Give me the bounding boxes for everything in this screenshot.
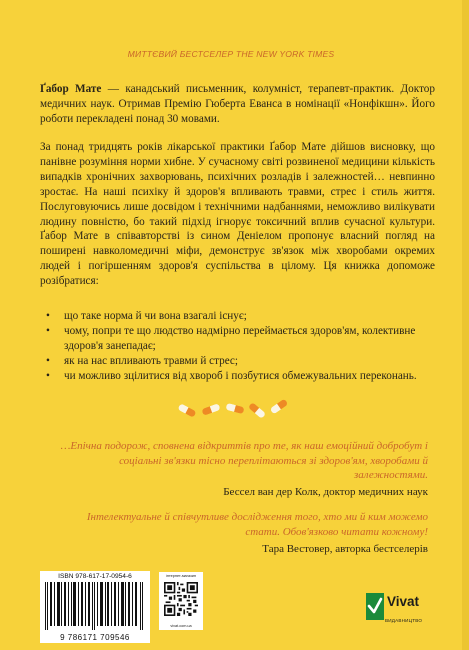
pill-icon: [225, 403, 244, 414]
pill-icon: [201, 403, 220, 416]
qr-bottom-label: vivat.com.ua: [170, 624, 192, 628]
spine-edge: [462, 0, 469, 650]
author-bio: [40, 82, 435, 127]
topic-item: • що таке норма й чи вона взагалі існує;: [40, 309, 435, 324]
topic-item: • чому, попри те що людство надмірно переймається здоров'ям, колективне здоров'я занепадає;: [40, 324, 435, 354]
qr-code-icon: [164, 582, 198, 616]
author-bio-text: — канадський письменник, колумніст, терапевт-практик. Доктор медичних наук. Отримав Премію Гюберта Еванса в номінації «Нонфікшн». Його роботи перекладені понад 30 мовами.: [40, 83, 435, 125]
barcode-number: 9 786171 709546: [60, 633, 130, 642]
review-quote-2: Інтелектуальне й співчутливе дослідження того, хто ми й ким можемо стати. Обов'язково читати кожному!: [86, 511, 428, 538]
pill-icon: [248, 402, 266, 419]
qr-code-block[interactable]: [159, 572, 203, 630]
isbn-barcode: [40, 571, 150, 643]
pill-icon: [270, 398, 289, 414]
bestseller-tagline: МИТТЄВИЙ БЕСТСЕЛЕР THE NEW YORK TIMES: [127, 49, 335, 59]
pill-icon: [177, 403, 196, 418]
review-attribution-1: Бессел ван дер Колк, доктор медичних наук: [223, 486, 428, 498]
author-name: Ґабор Мате: [40, 83, 102, 95]
review-quote-1: …Епічна подорож, сповнена відкриттів про те, як наш емоційний добробут і соціальні зв'язки тісно переплітаються зі здоров'ям, хворобами й залежностями.: [60, 440, 428, 481]
book-description: За понад тридцять років лікарської практики Ґабор Мате дійшов висновку, що панівне розуміння норми хибне. У сучасному світі розвиненої медицини кількість випадків хронічних захворювань, психічних розладів і залежностей… невпинно зростає. На наші психіку й здоров'я впливають травми, стрес і стиль життя. Послуговуючись лише досвідом і технічними надбаннями, неможливо вилікувати людину повністю, бо такий підхід ігнорує токсичний вплив сучасної культури. Ґабор Мате в співавторстві із сином Деніелом пропонує власний погляд на поширені навколомедичні міфи, демонструє зв'язок між хворобами окремих людей і погіршенням здоров'я суспільства в цілому. Ця книжка допоможе розібратися:: [40, 141, 435, 288]
checkmark-logo-icon: [366, 593, 384, 620]
isbn-label: ISBN 978-617-17-0954-6: [58, 573, 132, 580]
barcode-bars: [45, 582, 145, 630]
publisher-logo: [366, 585, 436, 635]
topic-item: • чи можливо зцілитися від хвороб і позбутися обмежувальних переконань.: [40, 369, 435, 384]
topics-list: [40, 309, 435, 384]
publisher-subtitle: ВИДАВНИЦТВО: [385, 618, 423, 623]
qr-top-label: інтернет-магазин: [166, 574, 196, 578]
topic-item: • як на нас впливають травми й стрес;: [40, 354, 435, 369]
pills-ornament: [178, 398, 288, 418]
publisher-name: Vivat: [387, 594, 420, 609]
review-attribution-2: Тара Вестовер, авторка бестселерів: [262, 543, 428, 555]
